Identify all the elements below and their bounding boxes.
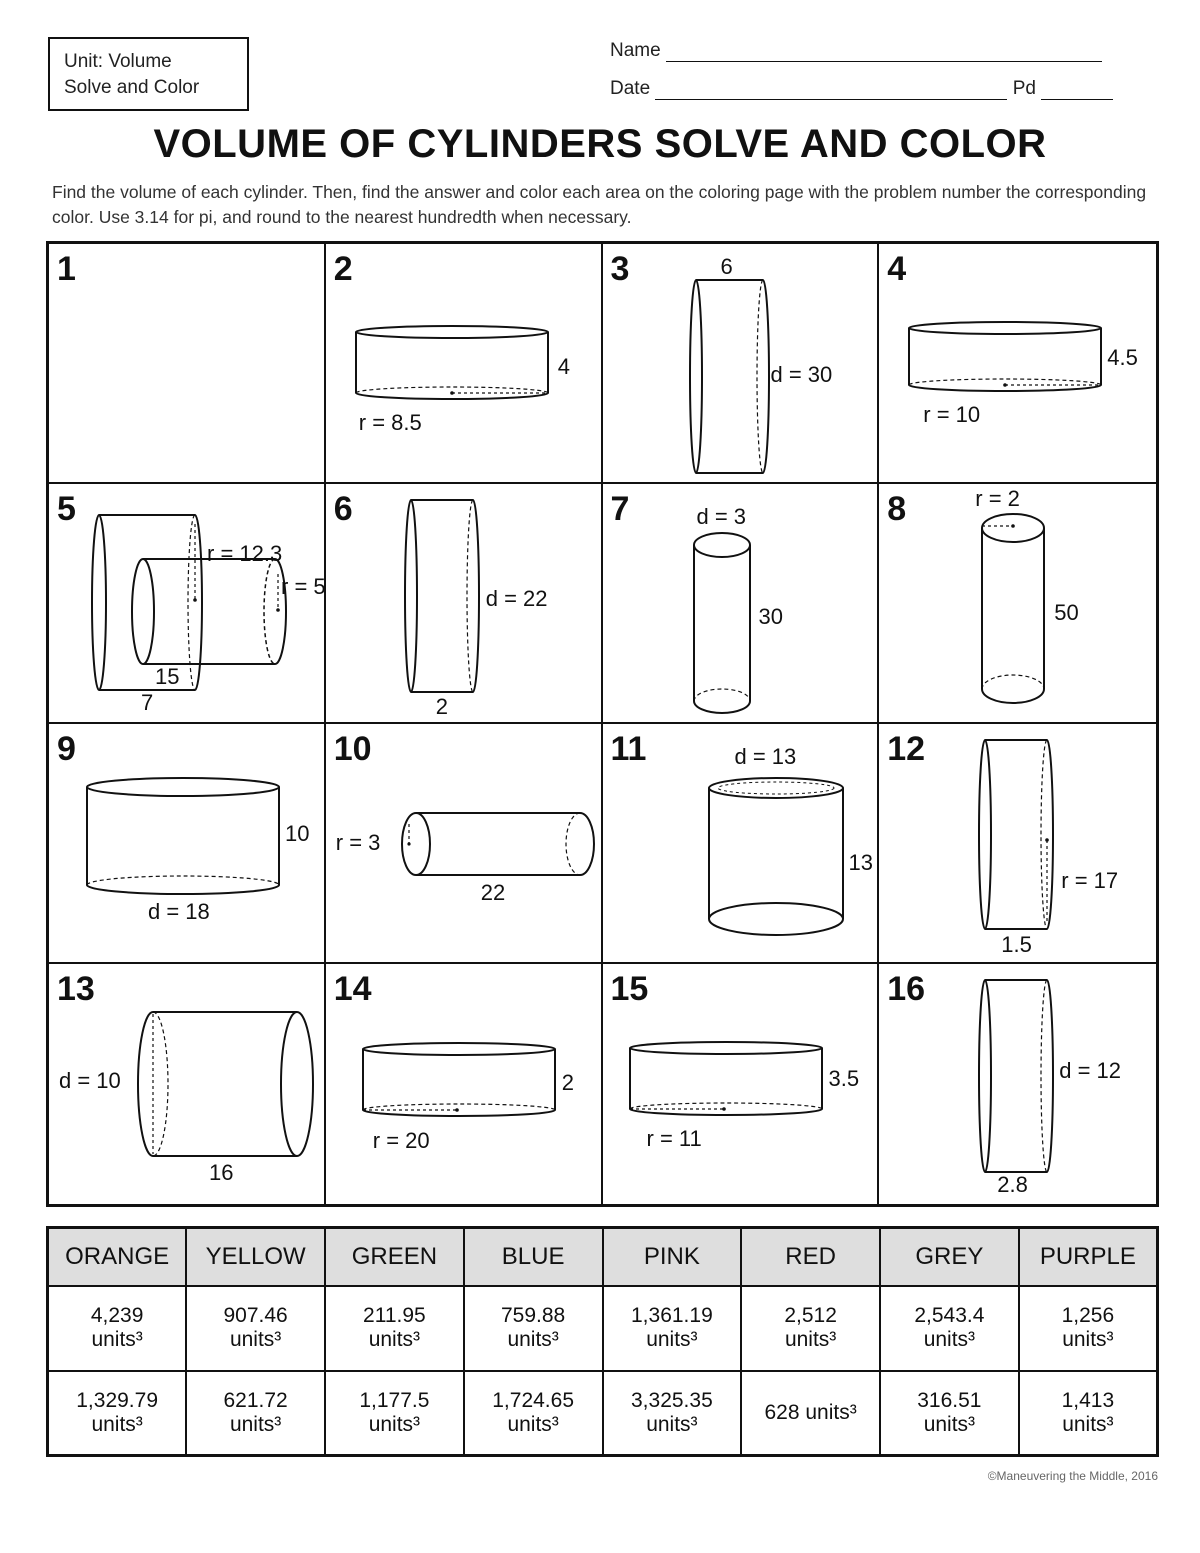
problem-8[interactable] bbox=[879, 484, 1156, 724]
answer-cell bbox=[464, 1371, 603, 1456]
unit-label: Unit: Volume bbox=[64, 51, 172, 72]
answer-cell bbox=[325, 1286, 464, 1371]
dimension-label: 4.5 bbox=[1107, 345, 1138, 370]
cylinder-16-figure bbox=[879, 964, 1156, 1204]
problem-6[interactable] bbox=[326, 484, 603, 724]
page-title: VOLUME OF CYLINDERS SOLVE AND COLOR bbox=[153, 122, 1047, 166]
dimension-label: 4 bbox=[557, 354, 570, 379]
answer-value: 3,325.35 bbox=[631, 1388, 713, 1412]
problem-number: 5 bbox=[57, 490, 76, 528]
answer-cell bbox=[880, 1371, 1019, 1456]
problem-12[interactable] bbox=[879, 724, 1156, 964]
answer-unit: units³ bbox=[507, 1328, 559, 1351]
dimension-label: r = 11 bbox=[646, 1126, 702, 1151]
answer-unit: units³ bbox=[1062, 1412, 1114, 1436]
answer-unit: units³ bbox=[646, 1412, 698, 1436]
dimension-label: 30 bbox=[758, 604, 783, 629]
answer-cell bbox=[325, 1371, 464, 1456]
cylinder-12-figure bbox=[879, 724, 1156, 962]
answer-cell bbox=[48, 1286, 187, 1371]
answer-value: 4,239 bbox=[90, 1304, 144, 1327]
problem-grid bbox=[46, 241, 1159, 1207]
answer-value: 1,329.79 bbox=[76, 1388, 158, 1412]
dimension-label: r = 10 bbox=[923, 402, 981, 427]
answer-value: 1,724.65 bbox=[492, 1388, 574, 1412]
problem-number: 15 bbox=[610, 970, 649, 1008]
dimension-label: 3.5 bbox=[828, 1066, 860, 1091]
problem-number: 2 bbox=[333, 250, 353, 288]
color-header-red: RED bbox=[741, 1228, 880, 1286]
dimension-label: 7 bbox=[141, 690, 154, 715]
dimension-label: 15 bbox=[155, 664, 180, 689]
dimension-label: r = 8.5 bbox=[358, 410, 422, 435]
answer-unit: units³ bbox=[229, 1412, 282, 1436]
answer-cell bbox=[186, 1286, 325, 1371]
answer-value: 628 units³ bbox=[764, 1400, 857, 1424]
answer-value: 1,256 bbox=[1061, 1304, 1115, 1327]
answer-unit: units³ bbox=[646, 1328, 698, 1351]
dimension-label: 2 bbox=[561, 1070, 574, 1095]
answer-cell bbox=[603, 1371, 742, 1456]
dimension-label: r = 12.3 bbox=[207, 541, 283, 566]
directions: Find the volume of each cylinder. Then, find the answer and color each area on the coloring page with the problem number the corresponding color. Use 3.14 for pi, and round to the nearest hundredth when necessary. bbox=[52, 182, 1147, 227]
problem-4[interactable] bbox=[879, 244, 1156, 484]
problem-11[interactable] bbox=[603, 724, 880, 964]
date-label: Date bbox=[610, 78, 651, 99]
problem-2[interactable] bbox=[326, 244, 603, 484]
period-label: Pd bbox=[1012, 78, 1036, 99]
problem-number: 9 bbox=[57, 730, 76, 768]
dimension-label: 2 bbox=[435, 694, 448, 719]
dimension-label: 6 bbox=[720, 254, 733, 279]
dimension-label: d = 22 bbox=[485, 586, 548, 611]
answer-table-header-row bbox=[48, 1228, 1158, 1286]
answer-value: 1,413 bbox=[1061, 1388, 1115, 1412]
color-header-purple: PURPLE bbox=[1019, 1228, 1158, 1286]
problem-5[interactable] bbox=[49, 484, 326, 724]
answer-table bbox=[46, 1226, 1159, 1457]
problem-10[interactable] bbox=[326, 724, 603, 964]
answer-value: 907.46 bbox=[223, 1304, 288, 1327]
answer-unit: units³ bbox=[368, 1328, 421, 1351]
dimension-label: d = 12 bbox=[1059, 1058, 1122, 1083]
problem-number: 6 bbox=[333, 490, 353, 528]
problem-number: 11 bbox=[610, 730, 647, 768]
dimension-label: 16 bbox=[209, 1160, 234, 1185]
problem-16[interactable] bbox=[879, 964, 1156, 1204]
color-header-blue: BLUE bbox=[464, 1228, 603, 1286]
answer-unit: units³ bbox=[507, 1412, 559, 1436]
problem-number: 8 bbox=[887, 490, 907, 528]
dimension-label: d = 30 bbox=[770, 362, 833, 387]
dimension-label: 50 bbox=[1054, 600, 1079, 625]
problem-number: 14 bbox=[333, 970, 372, 1008]
answer-unit: units³ bbox=[784, 1328, 837, 1351]
problem-number: 12 bbox=[887, 730, 926, 768]
dimension-label: 13 bbox=[848, 850, 873, 875]
problem-9[interactable] bbox=[49, 724, 326, 964]
answer-cell bbox=[880, 1286, 1019, 1371]
answer-cell bbox=[464, 1286, 603, 1371]
dimension-label: r = 17 bbox=[1061, 868, 1119, 893]
color-header-green: GREEN bbox=[325, 1228, 464, 1286]
answer-value: 2,543.4 bbox=[914, 1304, 985, 1327]
answer-value: 316.51 bbox=[917, 1388, 982, 1412]
dimension-label: r = 20 bbox=[372, 1128, 430, 1153]
color-header-yellow: YELLOW bbox=[186, 1228, 325, 1286]
cylinder-3-figure bbox=[603, 244, 878, 482]
problem-3[interactable] bbox=[603, 244, 880, 484]
answer-cell bbox=[1019, 1371, 1158, 1456]
cylinder-1-figure bbox=[49, 244, 324, 482]
dimension-label: d = 10 bbox=[59, 1068, 121, 1093]
answer-value: 2,512 bbox=[784, 1304, 837, 1327]
answer-unit: units³ bbox=[91, 1412, 143, 1436]
cylinder-14-figure bbox=[326, 964, 601, 1204]
color-header-grey: GREY bbox=[880, 1228, 1019, 1286]
problem-number: 10 bbox=[333, 730, 372, 768]
table-row bbox=[48, 1286, 1158, 1371]
cylinder-6-figure bbox=[326, 484, 601, 722]
answer-cell bbox=[48, 1371, 187, 1456]
date-field[interactable] bbox=[655, 80, 1007, 100]
dimension-label: 22 bbox=[480, 880, 506, 905]
dimension-label: r = 2 bbox=[975, 486, 1020, 511]
answer-value: 759.88 bbox=[501, 1304, 566, 1327]
answer-cell bbox=[186, 1371, 325, 1456]
answer-value: 1,177.5 bbox=[359, 1388, 430, 1412]
dimension-label: r = 3 bbox=[335, 830, 381, 855]
cylinder-9-figure bbox=[49, 724, 324, 962]
problem-number: 7 bbox=[610, 490, 630, 528]
problem-number: 13 bbox=[57, 970, 95, 1008]
period-field[interactable] bbox=[1041, 80, 1113, 100]
problem-14[interactable] bbox=[326, 964, 603, 1204]
problem-15[interactable] bbox=[603, 964, 880, 1204]
copyright: ©Maneuvering the Middle, 2016 bbox=[987, 1469, 1158, 1483]
dimension-label: d = 13 bbox=[734, 744, 797, 769]
problem-number: 3 bbox=[610, 250, 630, 288]
name-label: Name bbox=[610, 40, 661, 61]
dimension-label: d = 3 bbox=[696, 504, 747, 529]
name-line bbox=[610, 40, 1102, 62]
answer-cell bbox=[603, 1286, 742, 1371]
cylinder-5-figure bbox=[49, 484, 324, 722]
answer-value: 621.72 bbox=[223, 1388, 288, 1412]
problem-number: 1 bbox=[57, 250, 76, 288]
cylinder-8-figure bbox=[879, 484, 1156, 722]
answer-cell bbox=[1019, 1286, 1158, 1371]
dimension-label: d = 18 bbox=[148, 899, 210, 924]
table-row bbox=[48, 1371, 1158, 1456]
answer-cell bbox=[741, 1371, 880, 1456]
dimension-label: r = 5 bbox=[281, 574, 326, 599]
color-header-orange: ORANGE bbox=[48, 1228, 187, 1286]
color-header-pink: PINK bbox=[603, 1228, 742, 1286]
unit-subtitle: Solve and Color bbox=[64, 77, 200, 98]
dimension-label: 1.5 bbox=[1001, 932, 1032, 957]
problem-number: 16 bbox=[887, 970, 926, 1008]
answer-unit: units³ bbox=[229, 1328, 282, 1351]
date-line bbox=[610, 78, 1113, 100]
answer-value: 211.95 bbox=[363, 1304, 426, 1327]
problem-13[interactable] bbox=[49, 964, 326, 1204]
answer-unit: units³ bbox=[368, 1412, 421, 1436]
dimension-label: 2.8 bbox=[997, 1172, 1028, 1197]
dimension-label: 10 bbox=[285, 821, 310, 846]
answer-unit: units³ bbox=[923, 1328, 976, 1351]
problem-7[interactable] bbox=[603, 484, 880, 724]
answer-unit: units³ bbox=[923, 1412, 976, 1436]
answer-cell bbox=[741, 1286, 880, 1371]
answer-unit: units³ bbox=[1062, 1328, 1114, 1351]
answer-value: 1,361.19 bbox=[631, 1304, 713, 1327]
unit-box bbox=[48, 37, 249, 111]
problem-number: 4 bbox=[887, 250, 907, 288]
name-field[interactable] bbox=[666, 42, 1102, 62]
answer-unit: units³ bbox=[91, 1328, 143, 1351]
